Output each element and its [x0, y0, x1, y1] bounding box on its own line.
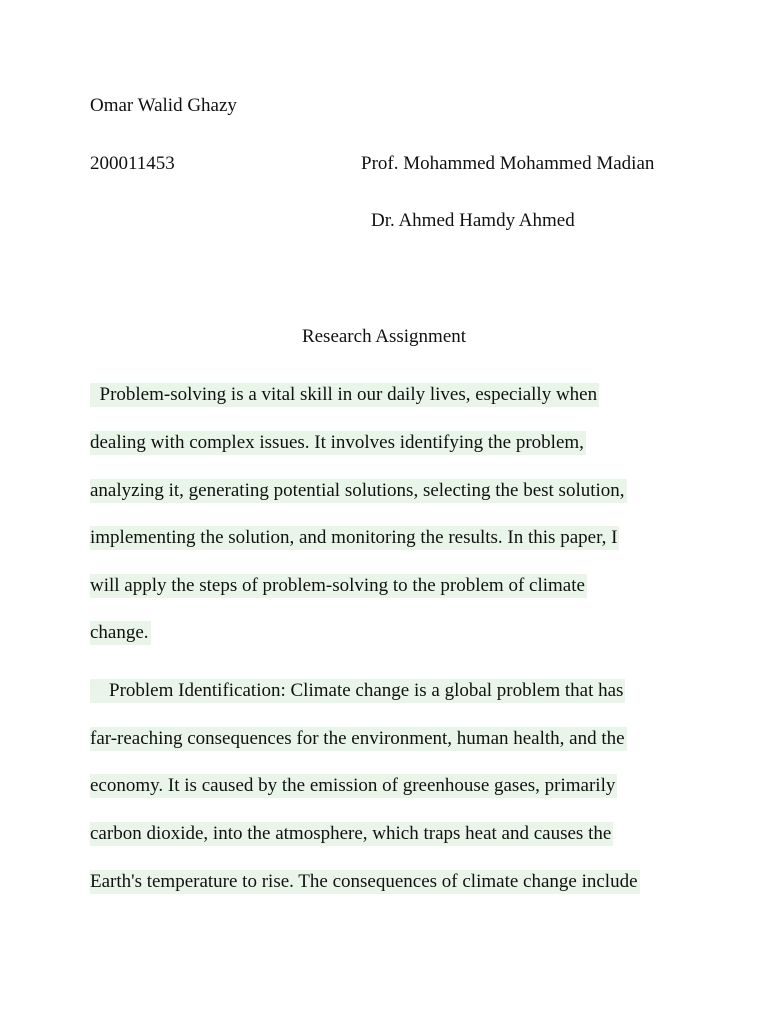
page-title: Research Assignment	[301, 326, 467, 347]
paragraph-line: will apply the steps of problem-solving to the problem of climate	[90, 575, 585, 596]
paragraph-line: carbon dioxide, into the atmosphere, which traps heat and causes the	[90, 823, 612, 844]
paragraph-line: Problem-solving is a vital skill in our daily lives, especially when	[90, 384, 598, 405]
paragraph-line: far-reaching consequences for the environment, human health, and the	[90, 728, 625, 749]
paragraph-line: analyzing it, generating potential solutions, selecting the best solution,	[90, 480, 625, 501]
paragraph-line: dealing with complex issues. It involves identifying the problem,	[90, 432, 584, 453]
paragraph-line: change.	[90, 622, 149, 643]
doctor-name: Dr. Ahmed Hamdy Ahmed	[371, 210, 575, 231]
professor-name: Prof. Mohammed Mohammed Madian	[361, 153, 655, 174]
paragraph-line: implementing the solution, and monitoring the results. In this paper, I	[90, 527, 618, 548]
author-name: Omar Walid Ghazy	[90, 95, 237, 116]
student-id: 200011453	[90, 153, 175, 174]
paragraph-line: Problem Identification: Climate change is a global problem that has	[90, 680, 624, 701]
paragraph-line: Earth's temperature to rise. The consequences of climate change include	[90, 871, 638, 892]
paragraph-line: economy. It is caused by the emission of greenhouse gases, primarily	[90, 775, 616, 796]
